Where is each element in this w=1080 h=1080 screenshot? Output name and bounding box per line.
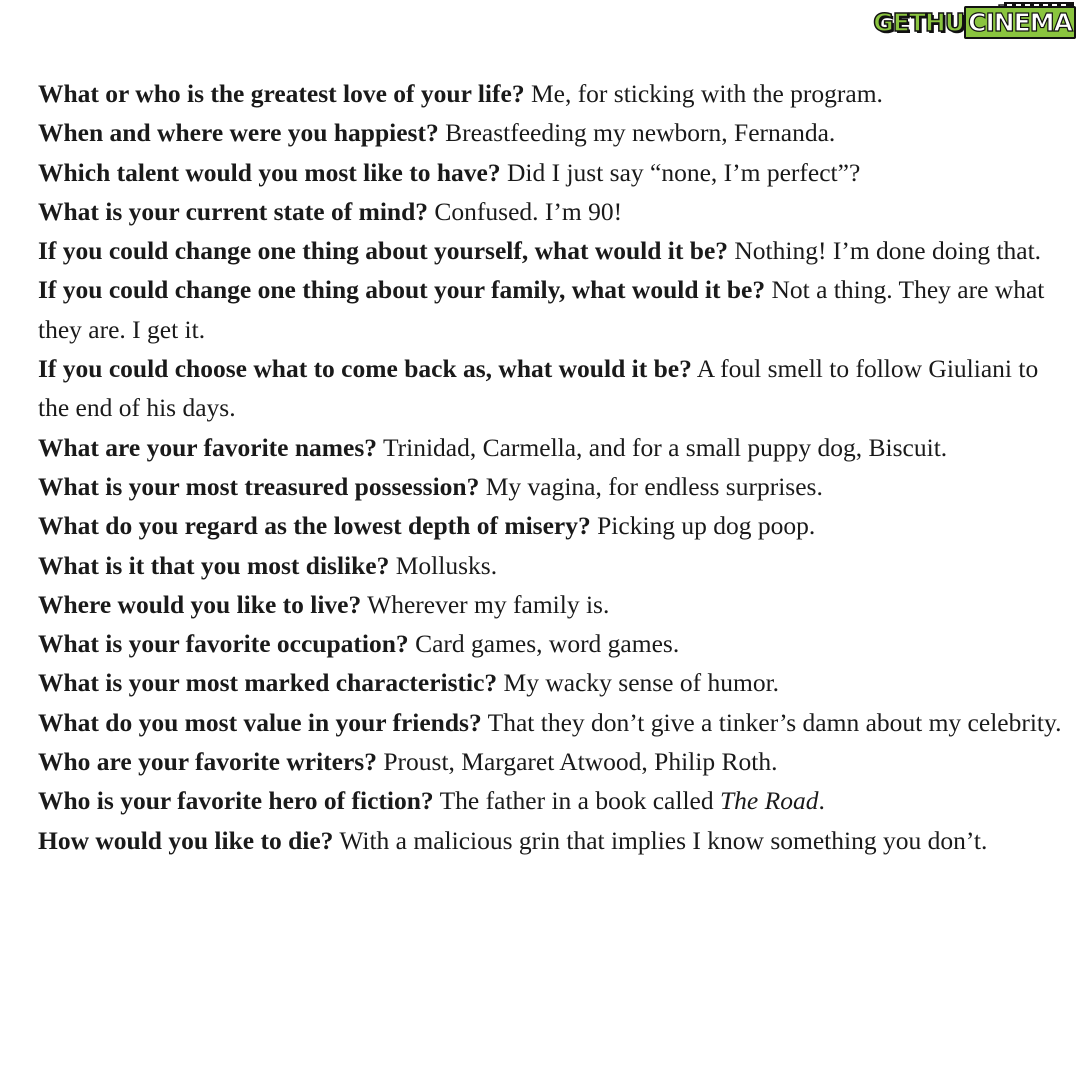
question: What are your favorite names? bbox=[38, 432, 378, 462]
answer: With a malicious grin that implies I know something you don’t. bbox=[339, 825, 988, 855]
answer: The father in a book called bbox=[439, 786, 714, 816]
answer: Trinidad, Carmella, and for a small puppy dog, Biscuit. bbox=[382, 432, 948, 462]
answer: Proust, Margaret Atwood, Philip Roth. bbox=[383, 747, 778, 777]
question: What is your most treasured possession? bbox=[38, 471, 480, 501]
question: If you could change one thing about your family, what would it be? bbox=[38, 275, 766, 305]
qa-item bbox=[38, 74, 1068, 113]
qa-item bbox=[38, 624, 1068, 663]
answer: A foul smell to follow Giuliani to the end of his days. bbox=[38, 354, 1039, 423]
qa-item bbox=[38, 781, 1068, 820]
question: Which talent would you most like to have? bbox=[38, 157, 501, 187]
logo-wordmark bbox=[873, 8, 1076, 38]
answer: Me, for sticking with the program. bbox=[530, 79, 883, 108]
answer: Mollusks. bbox=[395, 550, 498, 580]
question: Who are your favorite writers? bbox=[38, 747, 377, 777]
question: If you could change one thing about yourself, what would it be? bbox=[38, 236, 729, 266]
qa-item bbox=[38, 428, 1068, 467]
question: How would you like to die? bbox=[38, 825, 334, 855]
answer: Not a thing. They are what they are. I get it. bbox=[38, 275, 1045, 344]
question: What is your most marked characteristic? bbox=[38, 668, 498, 698]
answer-end: . bbox=[818, 786, 825, 816]
qa-item bbox=[38, 703, 1068, 742]
question: What is your favorite occupation? bbox=[38, 629, 409, 659]
qa-item bbox=[38, 663, 1068, 702]
answer: Did I just say “none, I’m perfect”? bbox=[506, 157, 861, 187]
qa-item bbox=[38, 153, 1068, 192]
qa-item bbox=[38, 270, 1068, 349]
qa-item bbox=[38, 192, 1068, 231]
logo-text-cinema: CINEMA bbox=[964, 6, 1076, 39]
question: What is it that you most dislike? bbox=[38, 550, 390, 580]
question: If you could choose what to come back as, what would it be? bbox=[38, 354, 692, 384]
question: Where would you like to live? bbox=[38, 589, 362, 619]
question: What or who is the greatest love of your life? bbox=[38, 79, 525, 108]
answer: Picking up dog poop. bbox=[597, 511, 816, 541]
qa-item bbox=[38, 742, 1068, 781]
question: When and where were you happiest? bbox=[38, 118, 439, 148]
qa-item bbox=[38, 546, 1068, 585]
answer: Card games, word games. bbox=[415, 629, 680, 659]
questionnaire-text bbox=[38, 74, 1068, 1004]
qa-item bbox=[38, 467, 1068, 506]
qa-item bbox=[38, 585, 1068, 624]
qa-item bbox=[38, 821, 1068, 860]
question: Who is your favorite hero of fiction? bbox=[38, 786, 434, 816]
answer: My wacky sense of humor. bbox=[503, 668, 780, 698]
gethu-cinema-logo bbox=[873, 2, 1080, 42]
question: What do you regard as the lowest depth of misery? bbox=[38, 511, 591, 541]
question: What is your current state of mind? bbox=[38, 196, 429, 226]
logo-text-gethu: GETHU bbox=[873, 8, 965, 37]
answer: That they don’t give a tinker’s damn about my celebrity. bbox=[487, 707, 1062, 737]
answer: Nothing! I’m done doing that. bbox=[734, 236, 1042, 266]
answer: My vagina, for endless surprises. bbox=[485, 471, 823, 501]
question: What do you most value in your friends? bbox=[38, 707, 482, 737]
qa-item bbox=[38, 231, 1068, 270]
qa-item bbox=[38, 349, 1068, 428]
answer: Confused. I’m 90! bbox=[434, 196, 623, 226]
answer: Breastfeeding my newborn, Fernanda. bbox=[445, 118, 836, 148]
qa-item bbox=[38, 506, 1068, 545]
qa-item bbox=[38, 113, 1068, 152]
answer: Wherever my family is. bbox=[367, 589, 610, 619]
book-title: The Road bbox=[720, 786, 819, 816]
